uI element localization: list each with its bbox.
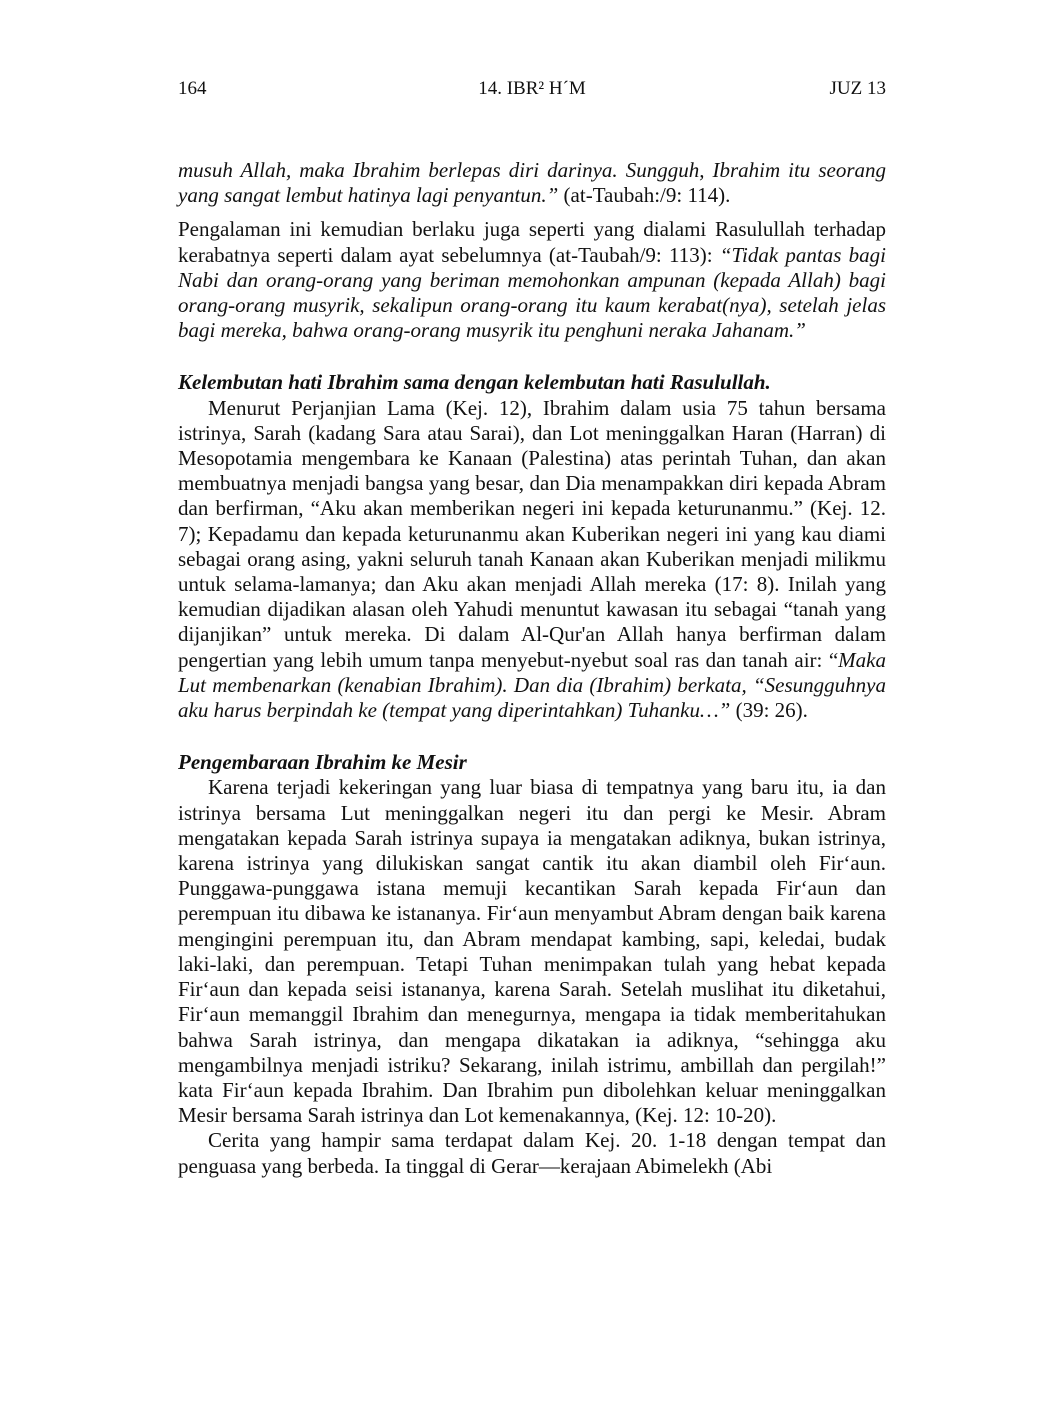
quote-text: musuh Allah, maka Ibrahim berlepas diri darinya. Sungguh, Ibrahim itu seorang yang sangat lembut hatinya lagi penyantun.” — [178, 158, 886, 208]
page-number: 164 — [178, 78, 207, 99]
paragraph-text: Menurut Perjanjian Lama (Kej. 12), Ibrahim dalam usia 75 tahun bersama istrinya, Sarah (kadang Sara atau Sarai), dan Lot meninggalkan Haran (Harran) di Mesopotamia mengembara ke Kanaan (Palestina) atas perintah Tuhan, dan akan membuatnya menjadi bangsa yang besar, dan Dia menampakkan diri kepada Abram dan berfirman, “Aku akan memberikan negeri ini kepada keturunanmu.” (Kej. 12. 7); Kepadamu dan kepada keturunanmu akan Kuberikan negeri ini yang kau diami sebagai orang asing, yakni seluruh tanah Kanaan akan Kuberikan menjadi milikmu untuk selama-lamanya; dan Aku akan menjadi Allah mereka (17: 8). Inilah yang kemudian dijadikan alasan oleh Yahudi menuntut kawasan itu sebagai “tanah yang dijanjikan” untuk mereka. Di dalam Al-Qur'an Allah hanya berfirman dalam pengertian yang lebih umum tanpa menyebut-nyebut soal ras dan tanah air: “ — [178, 395, 886, 672]
quote-reference: (39: 26). — [730, 698, 808, 723]
section-heading: Pengembaraan Ibrahim ke Mesir — [178, 750, 467, 775]
paragraph — [178, 396, 886, 724]
page-body — [178, 158, 886, 1179]
juz-label: JUZ 13 — [829, 78, 886, 99]
paragraph-text: Pengalaman ini kemudian berlaku juga seperti yang dialami Rasulullah terhadap kerabatnya seperti dalam ayat sebelumnya (at-Taubah/9: 113): — [178, 217, 886, 267]
chapter-title: 14. IBR² H´M — [478, 78, 586, 99]
quote-text: Maka Lut membenarkan (kenabian Ibrahim). Dan dia (Ibrahim) berkata, “Sesungguhnya aku harus berpindah ke (tempat yang diperintahkan) Tuhanku…” — [178, 647, 886, 723]
quote-text: “Tidak pantas bagi Nabi dan orang-orang yang beriman memohonkan ampunan (kepada Allah) bagi orang-orang musyrik, sekalipun orang-orang itu kaum kerabat(nya), setelah jelas bagi mereka, bahwa orang-orang musyrik itu penghuni neraka Jahanam.” — [178, 242, 886, 343]
paragraph: Karena terjadi kekeringan yang luar biasa di tempatnya yang baru itu, ia dan istrinya bersama Lut meninggalkan negeri itu dan pergi ke Mesir. Abram mengatakan kepada Sarah istrinya supaya ia mengatakan adiknya, bukan istrinya, karena istrinya yang dilukiskan sangat cantik itu akan diambil oleh Fir‘aun. Punggawa-punggawa istana memuji kecantikan Sarah kepada Fir‘aun dan perempuan itu dibawa ke istananya. Fir‘aun menyambut Abram dengan baik karena mengingini perempuan itu, dan Abram mendapat kambing, sapi, keledai, budak laki-laki, dan perempuan. Tetapi Tuhan menimpakan tulah yang hebat kepada Fir‘aun dan kepada seisi istananya, karena Sarah. Setelah muslihat itu diketahui, Fir‘aun memanggil Ibrahim dan menegurnya, mengapa ia tidak memberitahukan bahwa Sarah istrinya, dan mengapa dikatakan ia adiknya, “sehingga aku mengambilnya menjadi istriku? Sekarang, inilah istrimu, ambillah dan pergilah!” kata Fir‘aun kepada Ibrahim. Dan Ibrahim pun dibolehkan keluar meninggalkan Mesir bersama Sarah istrinya dan Lot kemenakannya, (Kej. 12: 10-20). — [178, 775, 886, 1128]
page-header — [178, 76, 886, 102]
quote-reference: (at-Taubah:/9: 114). — [558, 183, 731, 208]
paragraph — [178, 217, 886, 343]
paragraph: Cerita yang hampir sama terdapat dalam Kej. 20. 1-18 dengan tempat dan penguasa yang berbeda. Ia tinggal di Gerar—kerajaan Abimelekh (Abi — [178, 1128, 886, 1178]
section-heading: Kelembutan hati Ibrahim sama dengan kelembutan hati Rasulullah. — [178, 370, 771, 395]
quote-paragraph — [178, 158, 886, 208]
